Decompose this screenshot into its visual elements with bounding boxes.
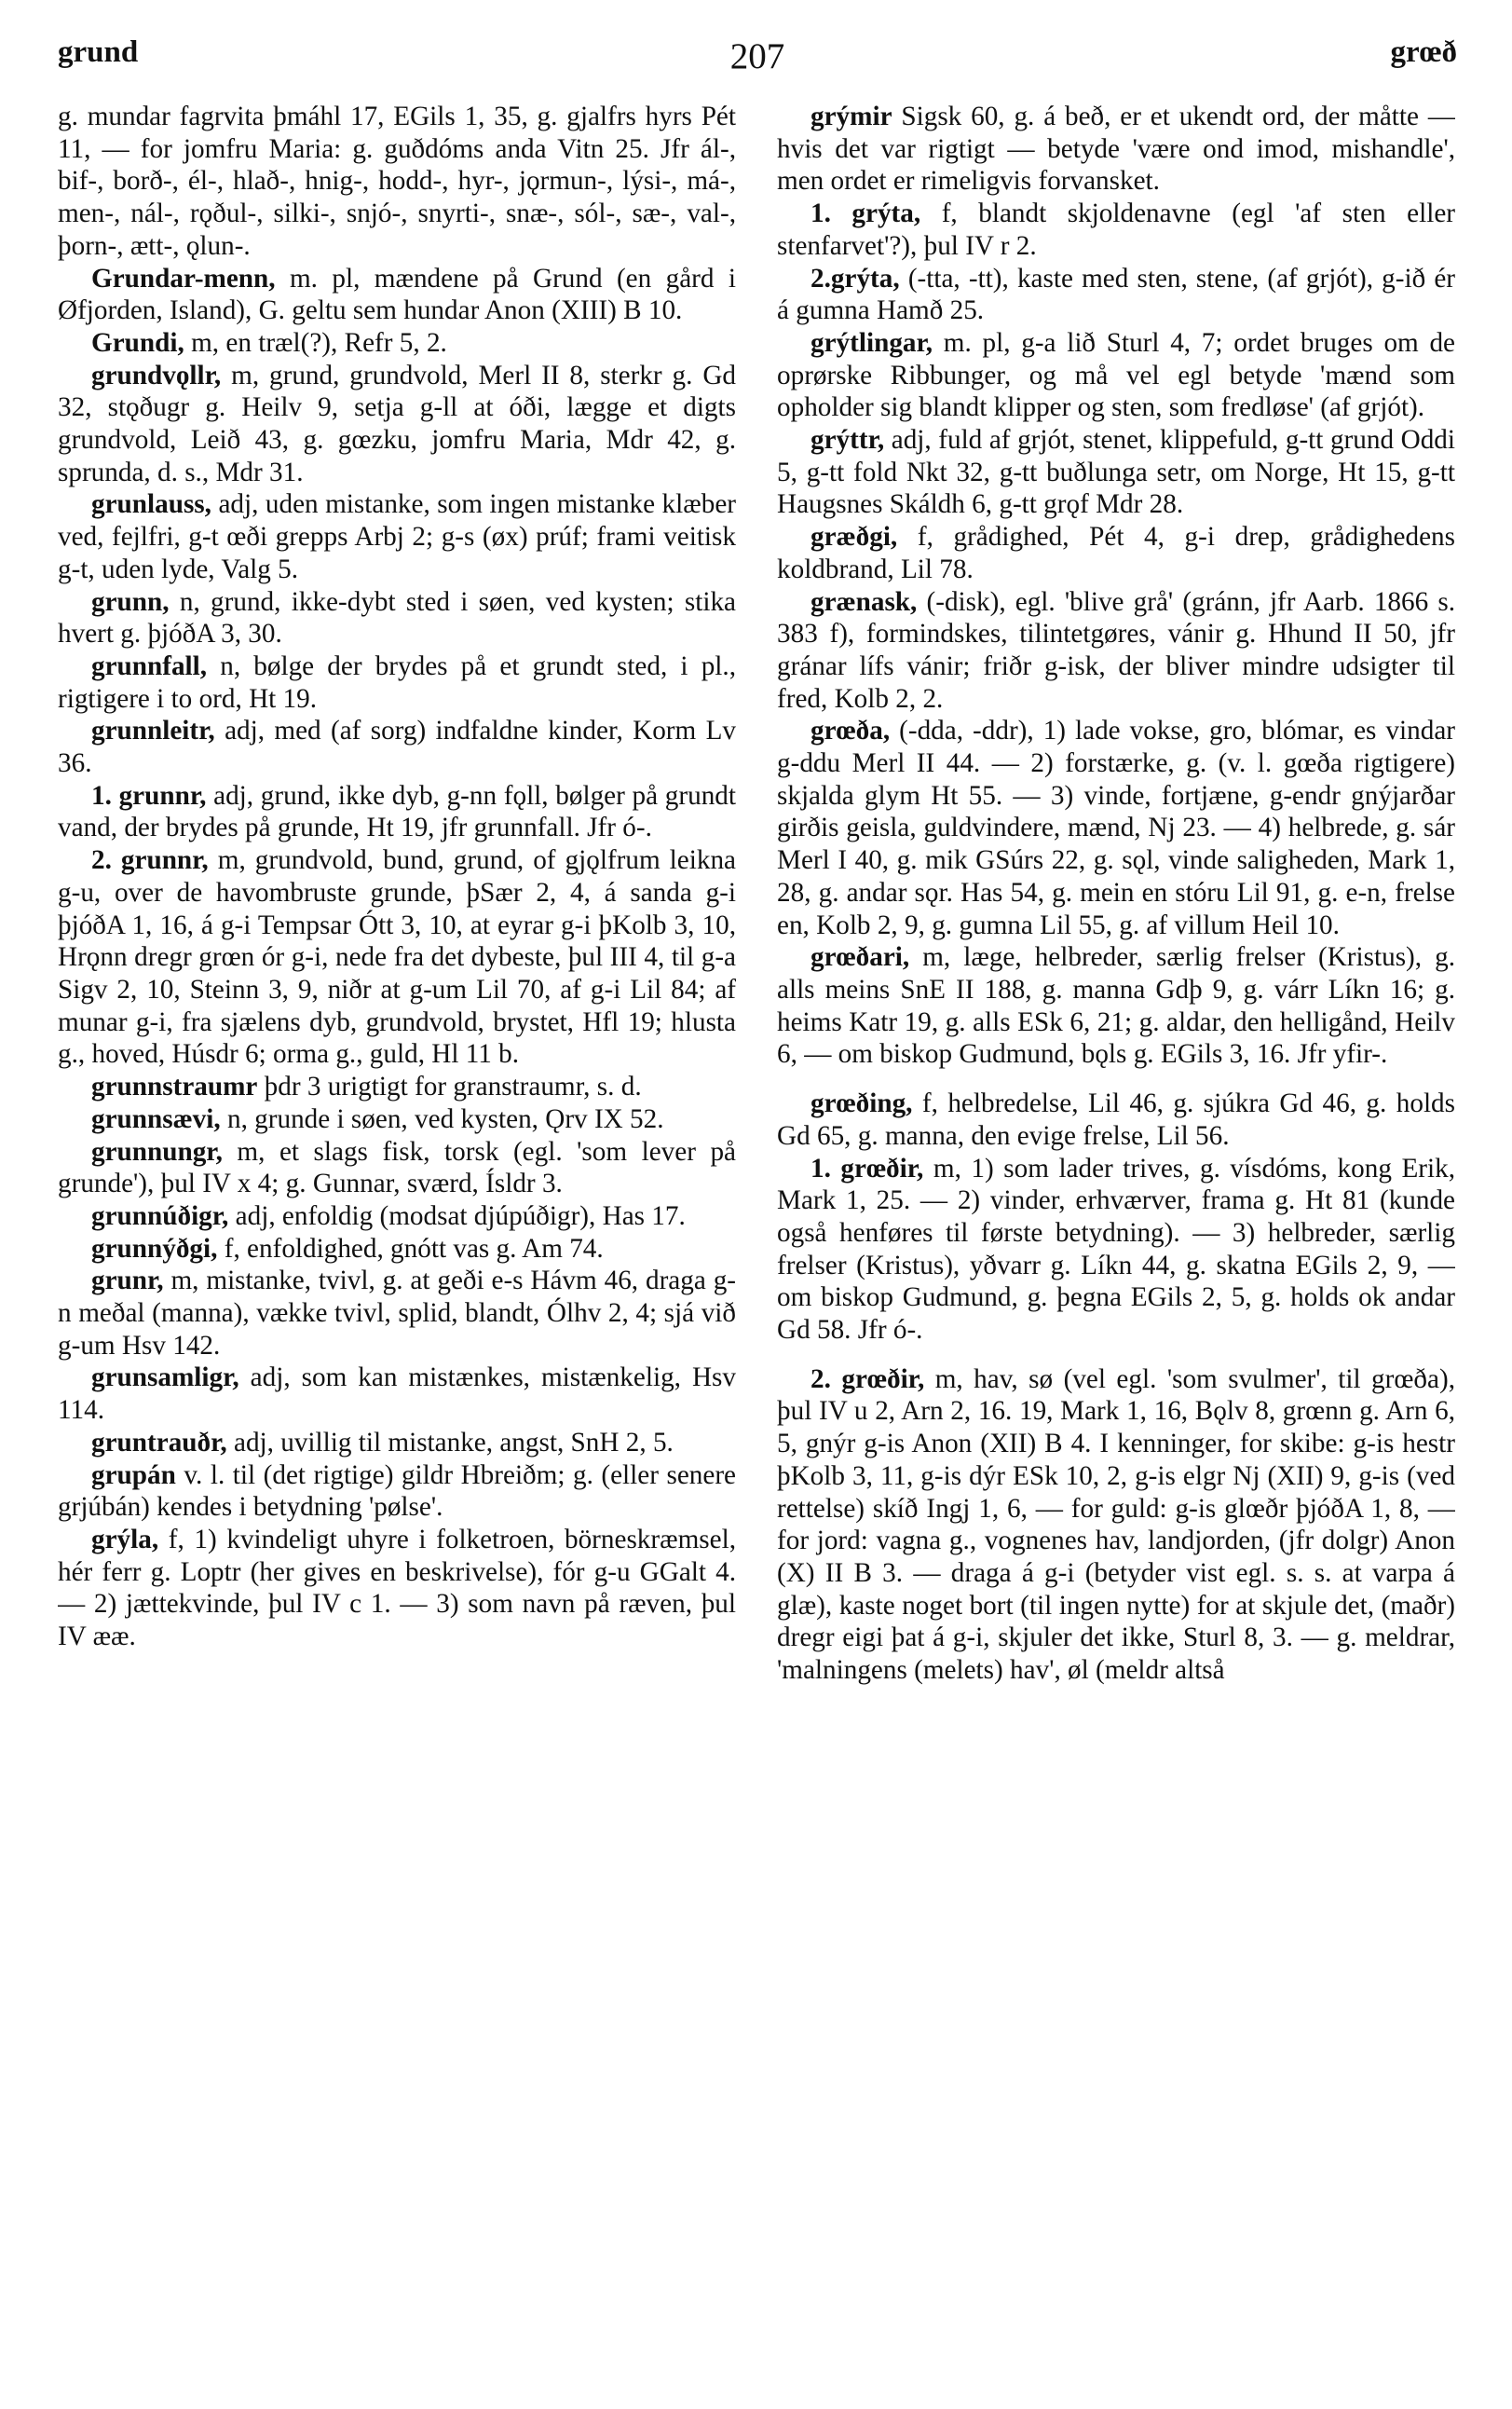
dictionary-entry [58,650,736,715]
entry-headword: grunsamligr, [91,1362,239,1393]
dictionary-entry [777,424,1455,521]
dictionary-entry [58,1200,736,1233]
dictionary-entry [58,1362,736,1426]
dictionary-entry [777,941,1455,1071]
entry-headword: Grundi, [91,327,184,358]
right-running-headword: grœð [1390,35,1457,69]
entry-text: f, enfoldighed, gnótt vas g. Am 74. [224,1233,604,1264]
dictionary-entry [777,1088,1455,1152]
entry-headword: grunnfall, [91,650,208,681]
entry-text: v. l. til (det rigtige) gildr Hbreiðm; g. (eller senere grjúbán) kendes i betydning 'pølse'. [58,1459,736,1523]
dictionary-entry [777,198,1455,262]
entry-text: m, grund, grundvold, Merl II 8, sterkr g. Gd 32, stǫðugr g. Heilv 9, setja g-ll at óði, lægge et digts grundvold, Leið 43, g. gœzku, jomfru Maria, Mdr 42, g. sprunda, d. s., Mdr 31. [58,360,736,487]
entry-headword: gruntrauðr, [91,1427,227,1458]
left-column [58,101,736,2384]
entry-text: m, en træl(?), Refr 5, 2. [191,327,447,358]
dictionary-entry [58,586,736,650]
dictionary-entry [777,1153,1455,1347]
entry-text: (-tta, -tt), kaste med sten, stene, (af grjót), g-ið ér á gumna Hamð 25. [777,263,1455,326]
entry-headword: grœðing, [810,1088,913,1119]
entry-text: (-disk), egl. 'blive grå' (gránn, jfr Aarb. 1866 s. 383 f), formindskes, tilintetgøres, vánir g. Hhund II 50, jfr gránar lífs vánir; friðr g-isk, der bliver mindre udsigter til fred, Kolb 2, 2. [777,586,1455,714]
entry-headword: grunnleitr, [91,716,215,746]
dictionary-entry [58,780,736,844]
dictionary-entry [777,263,1455,327]
entry-headword: 1. grunnr, [91,780,207,811]
dictionary-entry [58,360,736,489]
entry-headword: grupán [91,1459,176,1490]
dictionary-entry [58,1103,736,1136]
entry-headword: grunn, [91,586,170,617]
page-number: 207 [729,36,785,76]
entry-headword: grœðari, [810,942,910,973]
dictionary-entry [58,101,736,263]
dictionary-entry [58,1136,736,1200]
dictionary-entry [58,1233,736,1266]
entry-text: m, et slags fisk, torsk (egl. 'som lever på grunde'), þul IV x 4; g. Gunnar, sværd, Ísldr 3. [58,1136,736,1199]
entry-text: Sigsk 60, g. á beð, er et ukendt ord, der måtte — hvis det var rigtigt — betyde 'være ond imod, mishandle', men ordet er rimeligvis forvansket. [777,102,1455,197]
entry-headword: grænask, [810,586,918,617]
entry-headword: græðgi, [810,522,898,553]
entry-headword: grunnýðgi, [91,1233,218,1264]
right-column [777,101,1455,2384]
entry-text: f, grådighed, Pét 4, g-i drep, grådighedens koldbrand, Lil 78. [777,522,1455,584]
entry-headword: 2. grunnr, [91,845,209,876]
dictionary-entry [777,521,1455,585]
dictionary-entry [58,1265,736,1362]
left-running-headword: grund [58,35,139,69]
entry-headword: Grundar-menn, [91,263,276,294]
entry-text: g. mundar fagrvita þmáhl 17, EGils 1, 35, g. gjalfrs hyrs Pét 11, — for jomfru Maria: g. guðdóms anda Vitn 25. Jfr ál-, bif-, borð-, él-, hlað-, hnig-, hodd-, hyr-, jǫrmun-, lýsi-, má-, men-, nál-, rǫðul-, silki-, snjó-, snyrti-, snæ-, sól-, sæ-, val-, þorn-, ætt-, ǫlun-. [58,102,736,261]
entry-text: adj, enfoldig (modsat djúpúðigr), Has 17. [235,1200,686,1231]
entry-headword: 1. grœðir, [810,1153,924,1184]
entry-text: þdr 3 urigtigt for granstraumr, s. d. [264,1072,642,1102]
entry-text: n, bølge der brydes på et grundt sted, i pl., rigtigere i to ord, Ht 19. [58,650,736,714]
dictionary-entry [58,327,736,360]
entry-text: adj, som kan mistænkes, mistænkelig, Hsv 114. [58,1362,736,1426]
entry-headword: grundvǫllr, [91,360,222,390]
dictionary-entry [58,263,736,327]
entry-headword: grunlauss, [91,489,211,520]
dictionary-entry [777,1363,1455,1687]
dictionary-entry [58,1459,736,1524]
dictionary-entry [777,327,1455,424]
entry-text: m, mistanke, tvivl, g. at geði e-s Hávm 46, draga g-n meðal (manna), vække tvivl, splid, blandt, Ólhv 2, 4; sjá við g-um Hsv 142. [58,1266,736,1361]
entry-headword: grýttr, [810,425,885,456]
entry-text: f, helbredelse, Lil 46, g. sjúkra Gd 46, g. holds Gd 65, g. manna, den evige frelse, Lil 56. [777,1088,1455,1151]
dictionary-entry [58,1524,736,1653]
dictionary-entry [58,715,736,779]
dictionary-entry [58,1427,736,1459]
entry-text: m, grundvold, bund, grund, of gjǫlfrum leikna g-u, over de havombruste grunde, þSær 2, 4, á sanda g-i þjóðA 1, 16, á g-i Tempsar Ótt 3, 10, at eyrar g-i þKolb 3, 10, Hrǫnn dregr grœn ór g-i, nede fra det dybeste, þul III 4, til g-a Sigv 2, 10, Steinn 3, 9, niðr at g-um Lil 70, af g-i Lil 84; af munar g-i, fra sjælens dyb, grundvold, brystet, Hfl 19; hlusta g., hoved, Húsdr 6; orma g., guld, Hl 11 b. [58,845,736,1070]
dictionary-entry [777,101,1455,198]
entry-headword: 2.grýta, [810,263,900,294]
entry-text: adj, med (af sorg) indfaldne kinder, Korm Lv 36. [58,716,736,779]
entry-text: (-dda, -ddr), 1) lade vokse, gro, blómar, es vindar g-ddu Merl II 44. — 2) forstærke, g. (v. l. gœða rigtigere) skjalda glym Ht 55. — 3) vinde, fortjæne, g-endr gnýjarðar girðis geisla, guldvindere, mænd, Nj 23. — 4) helbrede, g. sár Merl I 40, g. mik GSúrs 22, g. sǫl, vinde saligheden, Mark 1, 28, g. andar sǫr. Has 54, g. mein en stóru Lil 91, g. e-n, frelse en, Kolb 2, 9, g. gumna Lil 55, g. af villum Heil 10. [777,716,1455,940]
entry-text: m, læge, helbreder, særlig frelser (Kristus), g. alls meins SnE II 188, g. manna Gdþ 9, g. várr Líkn 16; g. heims Katr 19, g. alls ESk 6, 21; g. aldar, den helligånd, Heilv 6, — om biskop Gudmund, bǫls g. EGils 3, 16. Jfr yfir-. [777,942,1455,1070]
entry-text: m. pl, g-a lið Sturl 4, 7; ordet bruges om de oprørske Ribbunger, og må vel egl betyde 'mænd som opholder sig blandt klipper og sten, som fredløse' (af grjót). [777,327,1455,423]
entry-headword: 1. grýta, [810,198,921,229]
entry-headword: grunnúðigr, [91,1200,229,1231]
entry-headword: grýmir [810,102,892,131]
dictionary-entry [777,715,1455,941]
entry-text: m, hav, sø (vel egl. 'som svulmer', til grœða), þul IV u 2, Arn 2, 16. 19, Mark 1, 16, Bǫlv 8, grœnn g. Arn 6, 5, gnýr g-is Anon (XII) B 4. I kenninger, for skibe: g-is hestr þKolb 3, 11, g-is dýr ESk 10, 2, g-is elgr Nj (XII) 9, g-is (ved rettelse) skíð Ingj 1, 6, — for guld: g-is glœðr þjóðA 1, 8, — for jord: vagna g., vognenes hav, landjorden, (jfr dolgr) Anon (X) II B 3. — draga á g-i (betyder vist egl. s. s. at varpa á glæ), kaste noget bort (til ingen nytte) for at skjule det, (maðr) dregr eigi þat á g-i, skjuler det ikke, Sturl 8, 3. — g. meldrar, 'malningens (melets) hav', øl (meldr altså [777,1363,1455,1686]
dictionary-entry [58,488,736,585]
entry-headword: grýtlingar, [810,327,933,358]
entry-headword: grunnstraumr [91,1072,258,1102]
entry-headword: grunr, [91,1266,164,1296]
entry-text: m. pl, mændene på Grund (en gård i Øfjorden, Island), G. geltu sem hundar Anon (XIII) B 10. [58,263,736,326]
entry-text: adj, uden mistanke, som ingen mistanke klæber ved, fejlfri, g-t œði grepps Arbj 2; g-s (øx) prúf; frami veitisk g-t, uden lyde, Valg 5. [58,489,736,584]
entry-text: f, 1) kvindeligt uhyre i folketroen, börneskræmsel, hér ferr g. Loptr (her gives en beskrivelse), fór g-u GGalt 4. — 2) jættekvinde, þul IV c 1. — 3) som navn på ræven, þul IV ææ. [58,1524,736,1652]
entry-text: m, 1) som lader trives, g. vísdóms, kong Erik, Mark 1, 25. — 2) vinder, erhværver, frama g. Ht 81 (kunde også henføres til første betydning). — 3) helbreder, særlig frelser (Kristus), yðvarr g. Líkn 44, g. skatna EGils 2, 9, — om biskop Gudmund, g. þegna EGils 2, 5, g. holds ok andar Gd 58. Jfr ó-. [777,1153,1455,1346]
entry-text: adj, grund, ikke dyb, g-nn fǫll, bølger på grundt vand, der brydes på grunde, Ht 19, jfr grunnfall. Jfr ó-. [58,780,736,843]
entry-text: n, grund, ikke-dybt sted i søen, ved kysten; stika hvert g. þjóðA 3, 30. [58,586,736,650]
entry-headword: grunnsævi, [91,1103,221,1134]
dictionary-entry [58,844,736,1071]
entry-headword: grœða, [810,716,891,746]
entry-text: adj, uvillig til mistanke, angst, SnH 2, 5. [233,1427,674,1458]
page-header [58,35,1457,82]
entry-headword: grunnungr, [91,1136,223,1167]
dictionary-entry [777,586,1455,716]
dictionary-entry [58,1071,736,1103]
entry-headword: grýla, [91,1524,159,1554]
entry-text: adj, fuld af grjót, stenet, klippefuld, g-tt grund Oddi 5, g-tt fold Nkt 32, g-tt buðlunga setr, om Norge, Ht 15, g-tt Haugsnes Skáldh 6, g-tt grǫf Mdr 28. [777,425,1455,520]
entry-text: n, grunde i søen, ved kysten, Ǫrv IX 52. [226,1103,664,1134]
entry-text: f, blandt skjoldenavne (egl 'af sten eller stenfarvet'?), þul IV r 2. [777,198,1455,261]
entry-headword: 2. grœðir, [810,1363,925,1394]
